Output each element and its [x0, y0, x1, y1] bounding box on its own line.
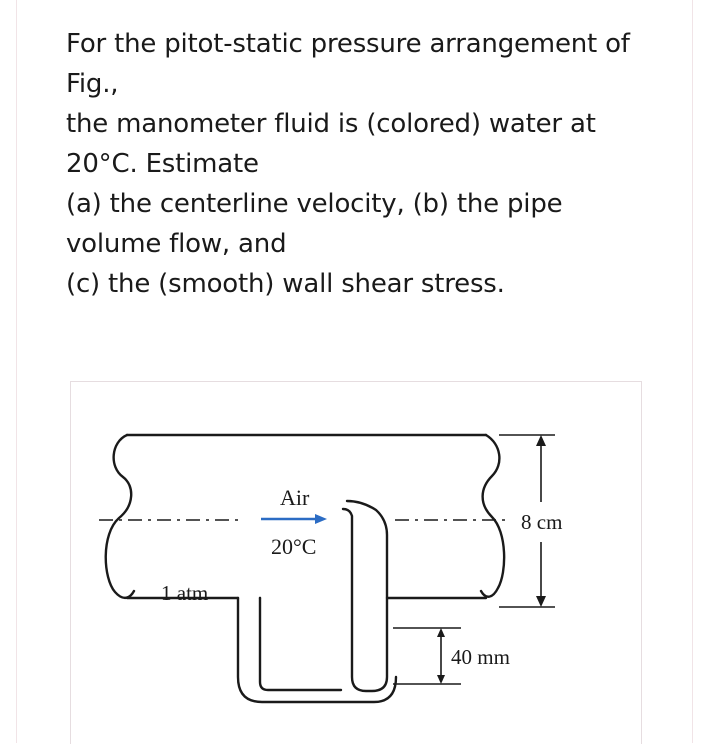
- pitot-probe-tube: [343, 501, 387, 691]
- figure-drawing: [71, 382, 641, 744]
- diameter-arrow-bottom: [536, 596, 546, 607]
- problem-line: 20°C. Estimate: [66, 149, 259, 179]
- height-arrow-bottom: [437, 675, 445, 684]
- pressure-label: 1 atm: [161, 581, 209, 605]
- temperature-label: 20°C: [271, 534, 317, 559]
- height-arrow-top: [437, 628, 445, 637]
- problem-line: volume flow, and: [66, 229, 287, 259]
- pipe-right-break: [481, 435, 504, 597]
- manometer-left-leg-inner: [260, 598, 341, 690]
- fluid-label: Air: [280, 485, 310, 510]
- page-edge-right: [692, 0, 693, 743]
- manometer-height-label: 40 mm: [451, 645, 510, 669]
- problem-line: (a) the centerline velocity, (b) the pipe: [66, 189, 563, 219]
- pipe-left-break: [106, 435, 134, 598]
- pitot-static-figure: [70, 381, 642, 744]
- problem-line: Fig.,: [66, 69, 119, 99]
- page-edge-left: [16, 0, 17, 743]
- diameter-arrow-top: [536, 435, 546, 446]
- problem-line: (c) the (smooth) wall shear stress.: [66, 269, 505, 299]
- diameter-label: 8 cm: [521, 510, 563, 534]
- problem-line: the manometer fluid is (colored) water at: [66, 109, 596, 139]
- problem-line: For the pitot-static pressure arrangement of: [66, 29, 630, 59]
- flow-arrow: [261, 514, 327, 524]
- problem-statement: [66, 24, 676, 304]
